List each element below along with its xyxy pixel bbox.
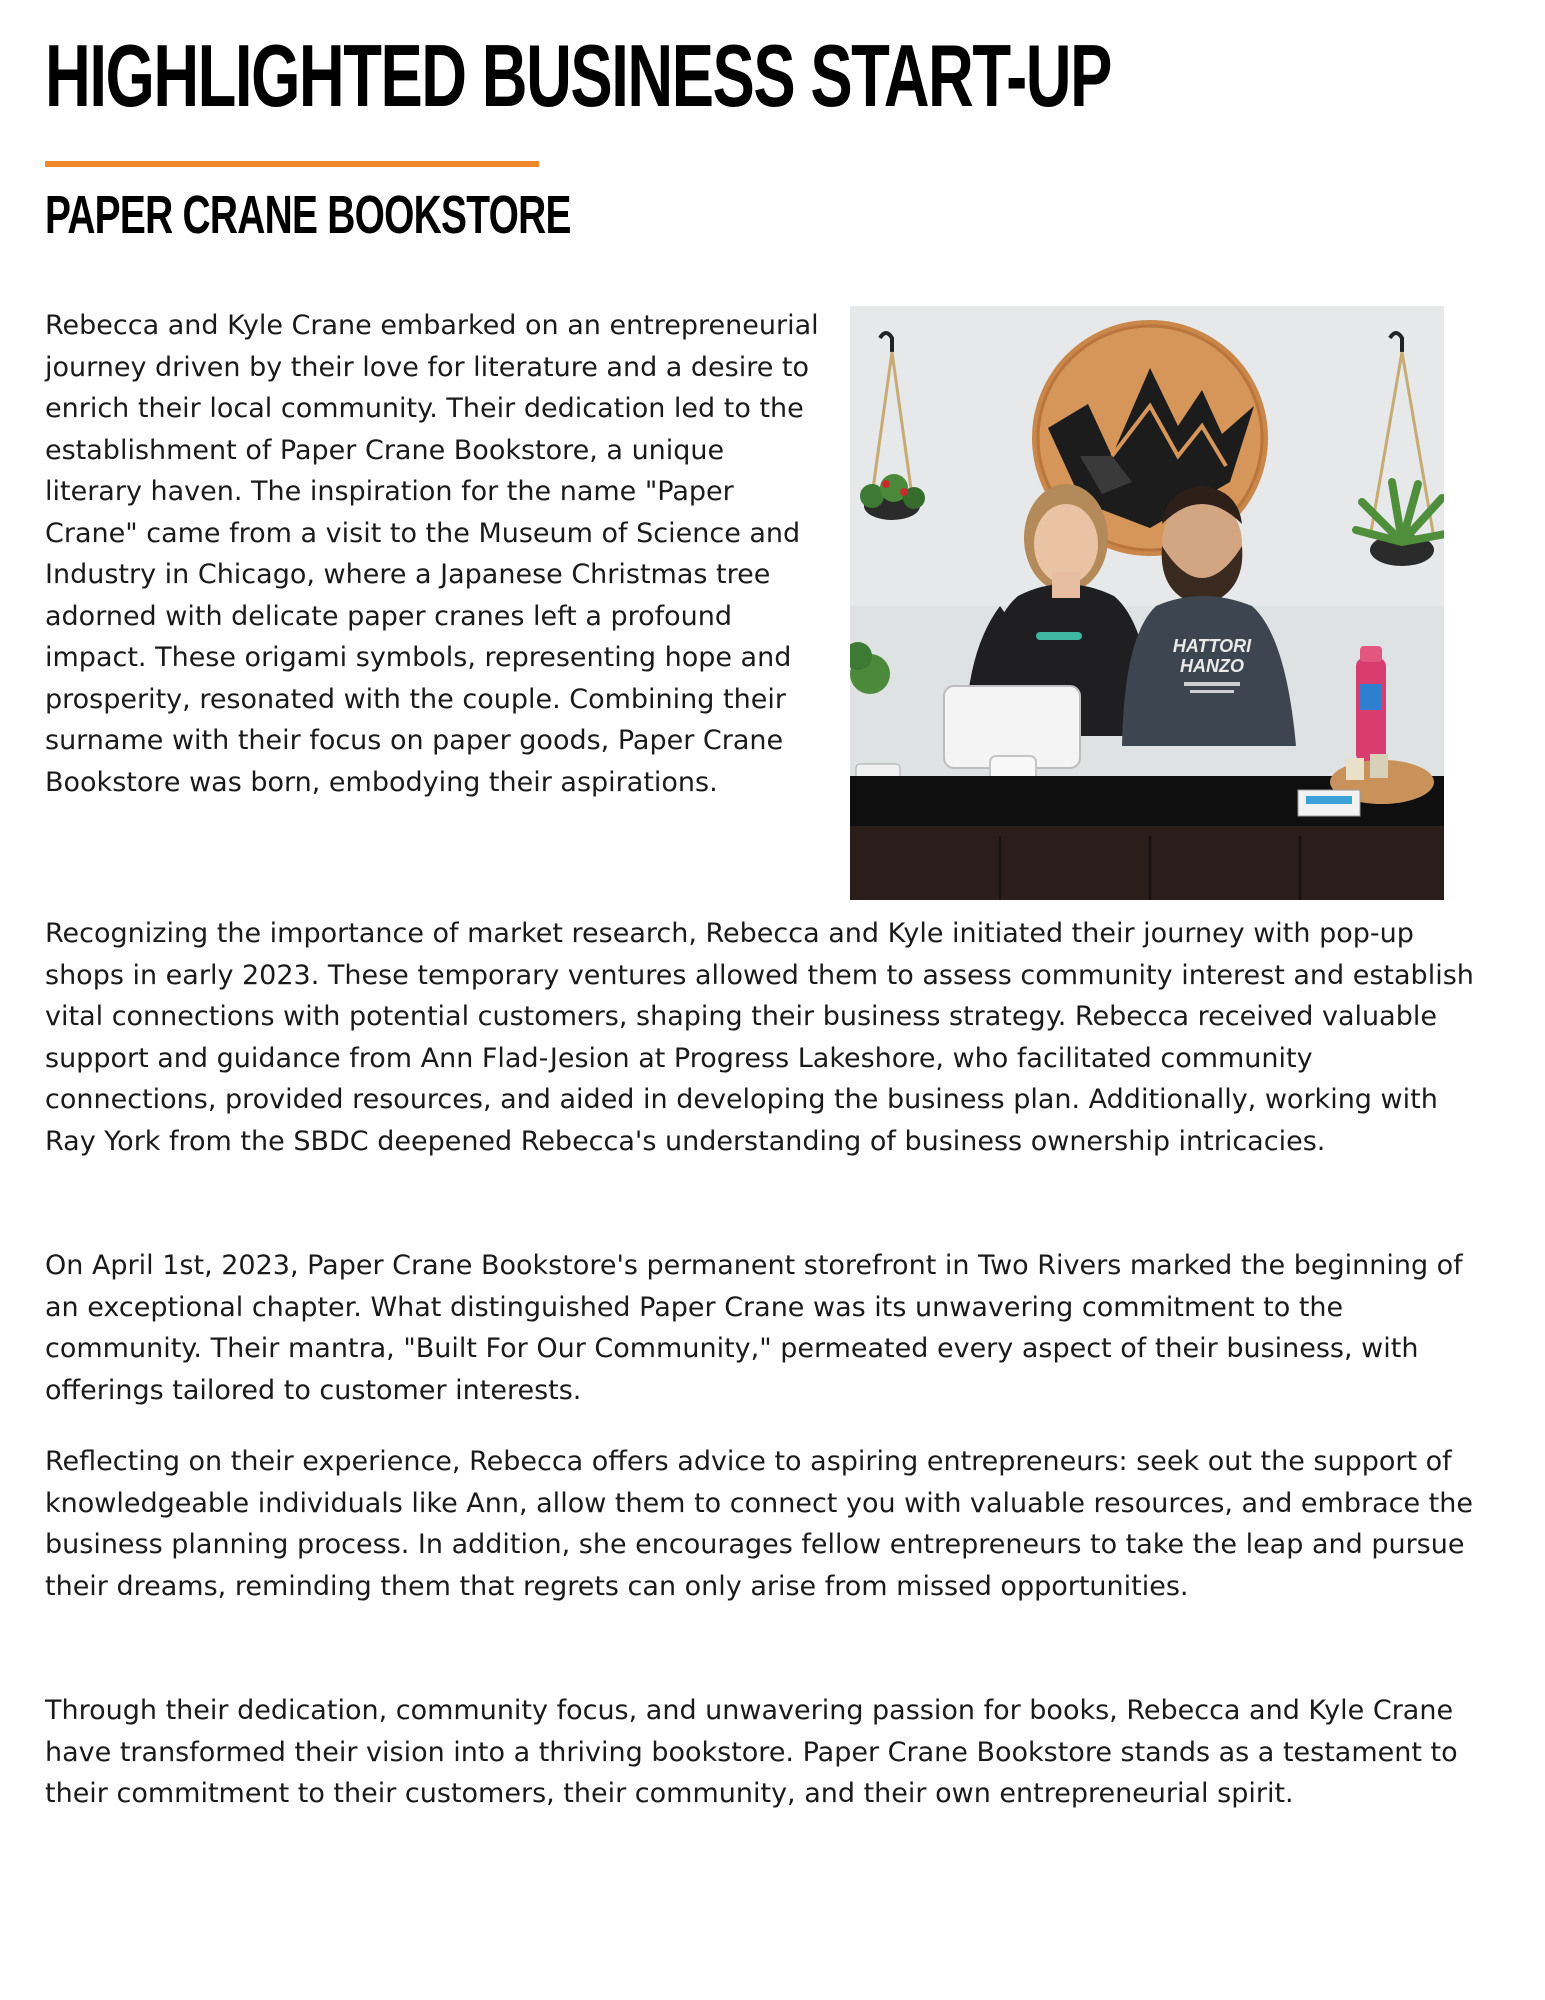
owners-photo bbox=[850, 306, 1444, 900]
paragraph-conclusion: Through their dedication, community focus, and unwavering passion for books, Rebecca and Kyle Crane have transformed their vision into a thriving bookstore. Paper Crane Bookstore stands as a testament to their commitment to their customers, their community, and their own entrepreneurial spirit. bbox=[45, 1695, 1458, 1809]
paragraph-storefront: On April 1st, 2023, Paper Crane Bookstore's permanent storefront in Two Rivers marked the beginning of an exceptional chapter. What distinguished Paper Crane was its unwavering commitment to the community. Their mantra, "Built For Our Community," permeated every aspect of their business, with offerings tailored to customer interests. bbox=[45, 1250, 1463, 1406]
intro-paragraph: Rebecca and Kyle Crane embarked on an entrepreneurial journey driven by their love for literature and a desire to enrich their local community. Their dedication led to the establishment of Paper Crane Bookstore, a unique literary haven. The inspiration for the name "Paper Crane" came from a visit to the Museum of Science and Industry in Chicago, where a Japanese Christmas tree adorned with delicate paper cranes left a profound impact. These origami symbols, representing hope and prosperity, resonated with the couple. Combining their surname with their focus on paper goods, Paper Crane Bookstore was born, embodying their aspirations. bbox=[45, 310, 819, 798]
paragraph-market-research: Recognizing the importance of market research, Rebecca and Kyle initiated their journey with pop-up shops in early 2023. These temporary ventures allowed them to assess community interest and establish vital connections with potential customers, shaping their business strategy. Rebecca received valuable support and guidance from Ann Flad-Jesion at Progress Lakeshore, who facilitated community connections, provided resources, and aided in developing the business plan. Additionally, working with Ray York from the SBDC deepened Rebecca's understanding of business ownership intricacies. bbox=[45, 918, 1474, 1157]
shirt-text-line1: HATTORI bbox=[1172, 636, 1252, 656]
article-page bbox=[45, 0, 1475, 2000]
business-name-subhead: PAPER CRANE BOOKSTORE bbox=[45, 185, 571, 245]
paragraph-advice: Reflecting on their experience, Rebecca offers advice to aspiring entrepreneurs: seek out the support of knowledgeable individuals like Ann, allow them to connect you with valuable resources, and embrace the business planning process. In addition, she encourages fellow entrepreneurs to take the leap and pursue their dreams, reminding them that regrets can only arise from missed opportunities. bbox=[45, 1446, 1473, 1602]
shirt-text-line2: HANZO bbox=[1180, 656, 1244, 676]
accent-divider bbox=[45, 161, 539, 167]
page-headline: HIGHLIGHTED BUSINESS START-UP bbox=[45, 26, 1111, 125]
